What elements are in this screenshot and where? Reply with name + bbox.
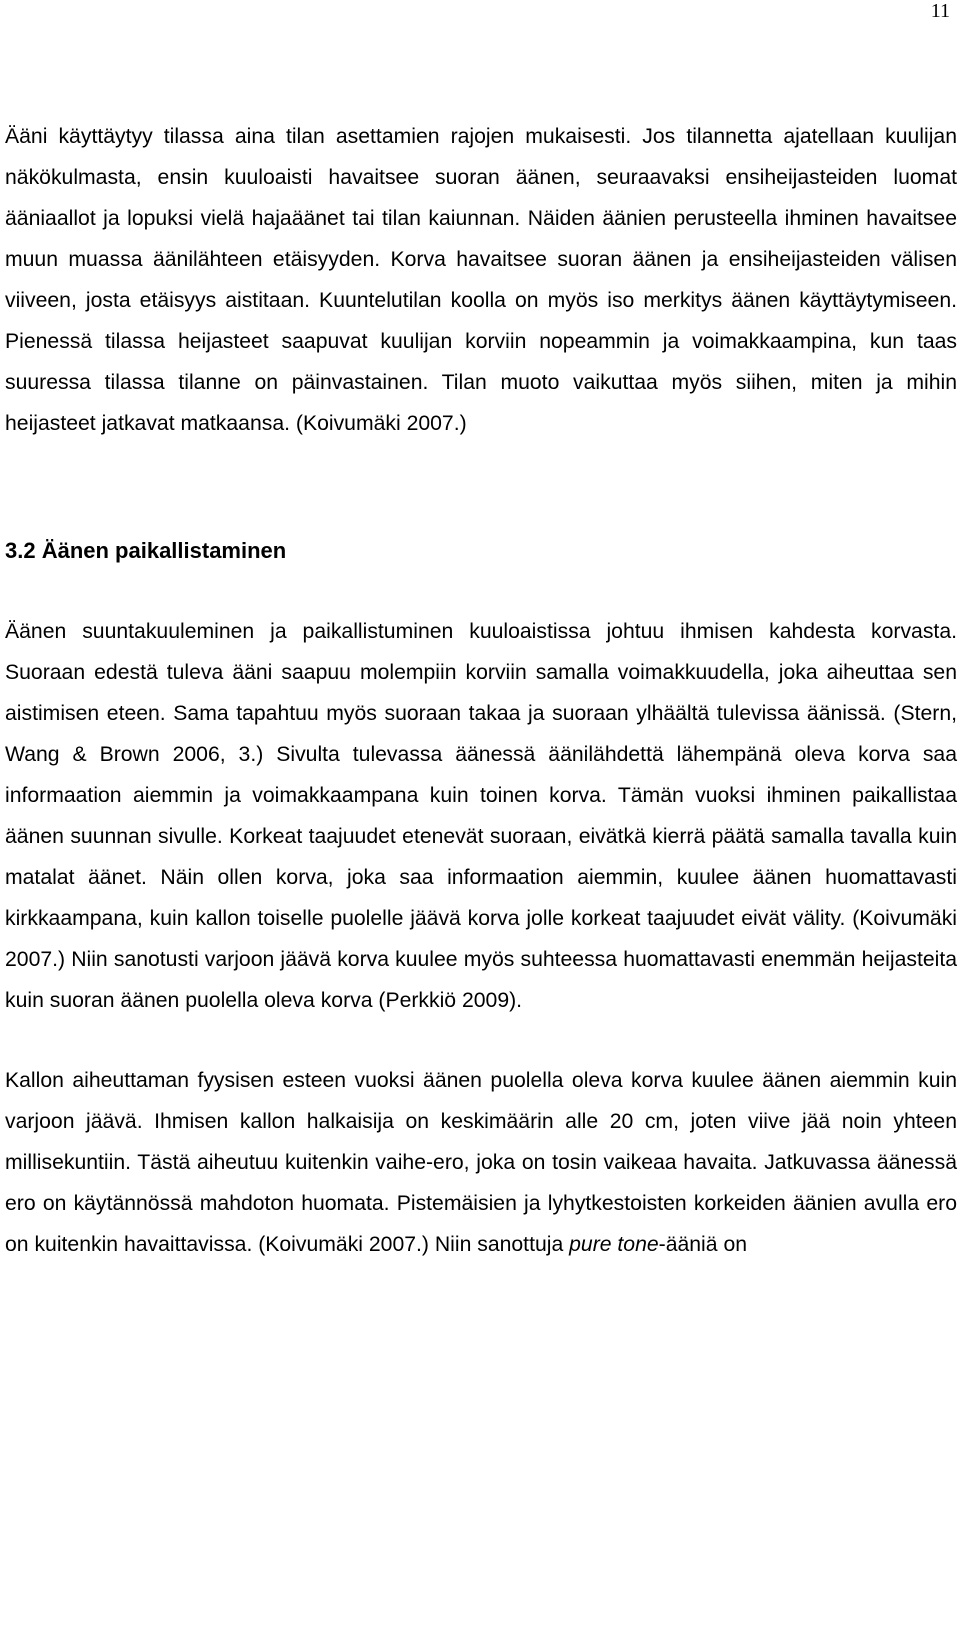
page-number: 11 [930, 0, 950, 22]
paragraph-skull-delay-text: Kallon aiheuttaman fyysisen esteen vuoksi äänen puolella oleva korva kuulee äänen aiemmin kuin varjoon jäävä. Ihmisen kallon halkaisija on keskimäärin alle 20 cm, joten viive jää noin yhteen millisekuntiin. Tästä aiheutuu kuitenkin vaihe-ero, joka on tosin vaikeaa havaita. Jatkuvassa äänessä ero on käytännössä mahdoton huomata. Pistemäisien ja lyhytkestoisten korkeiden äänien avulla ero on kuitenkin havaittavissa. (Koivumäki 2007.) Niin sanottuja [5, 1069, 957, 1256]
section-heading: 3.2 Äänen paikallistaminen [5, 538, 287, 563]
paragraph-spacer [5, 1021, 957, 1060]
document-body [5, 116, 957, 1265]
paragraph-skull-delay [5, 1060, 957, 1265]
paragraph-localization: Äänen suuntakuuleminen ja paikallistuminen kuuloaistissa johtuu ihmisen kahdesta korvasta. Suoraan edestä tuleva ääni saapuu molempiin korviin samalla voimakkuudella, joka aiheuttaa sen aistimisen eteen. Sama tapahtuu myös suoraan takaa ja suoraan ylhäältä tulevissa äänissä. (Stern, Wang & Brown 2006, 3.) Sivulta tulevassa äänessä äänilähdettä lähempänä oleva korva saa informaation aiemmin ja voimakkaampana kuin toinen korva. Tämän vuoksi ihminen paikallistaa äänen suunnan sivulle. Korkeat taajuudet etenevät suoraan, eivätkä kierrä päätä samalla tavalla kuin matalat äänet. Näin ollen korva, joka saa informaation aiemmin, kuulee äänen huomattavasti kirkkaampana, kuin kallon toiselle puolelle jäävä korva jolle korkeat taajuudet eivät välity. (Koivumäki 2007.) Niin sanotusti varjoon jäävä korva kuulee myös suhteessa huomattavasti enemmän heijasteita kuin suoran äänen puolella oleva korva (Perkkiö 2009). [5, 620, 957, 1012]
section-spacer [5, 444, 957, 530]
pure-tone-term: pure tone [569, 1233, 659, 1256]
paragraph-sound-behavior: Ääni käyttäytyy tilassa aina tilan asettamien rajojen mukaisesti. Jos tilannetta ajatellaan kuulijan näkökulmasta, ensin kuuloaisti havaitsee suoran äänen, seuraavaksi ensiheijasteiden luomat ääniaallot ja lopuksi vielä hajaäänet tai tilan kaiunnan. Näiden äänien perusteella ihminen havaitsee muun muassa äänilähteen etäisyyden. Korva havaitsee suoran äänen ja ensiheijasteiden välisen viiveen, josta etäisyys aistitaan. Kuuntelutilan koolla on myös iso merkitys äänen käyttäytymiseen. Pienessä tilassa heijasteet saapuvat kuulijan korviin nopeammin ja voimakkaampina, kun taas suuressa tilassa tilanne on päinvastainen. Tilan muoto vaikuttaa myös siihen, miten ja mihin heijasteet jatkavat matkaansa. (Koivumäki 2007.) [5, 125, 957, 435]
paragraph-skull-delay-tail: -ääniä on [658, 1233, 748, 1256]
heading-spacer [5, 571, 957, 611]
